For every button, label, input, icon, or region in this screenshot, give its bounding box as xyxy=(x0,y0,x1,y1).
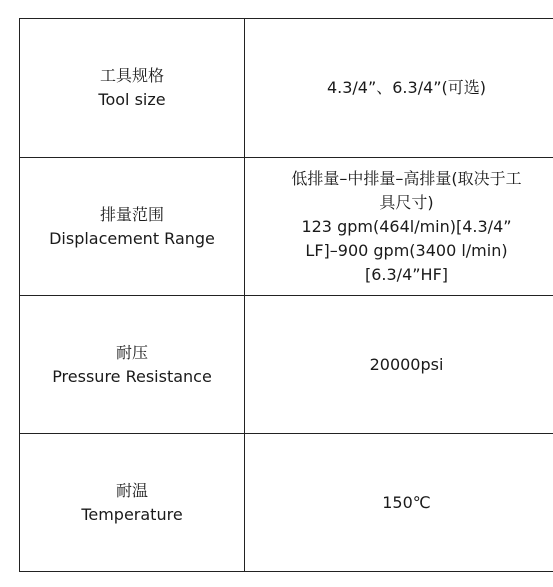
value-line: 4.3/4”、6.3/4”(可选) xyxy=(326,78,487,97)
table-row xyxy=(20,434,553,572)
label-cell-displacement-range xyxy=(20,158,245,296)
label-zh: 排量范围 xyxy=(99,204,164,224)
value-line: [6.3/4”HF] xyxy=(364,264,449,284)
label-zh: 工具规格 xyxy=(99,66,164,85)
value-line: 123 gpm(464l/min)[4.3/4” xyxy=(301,216,512,236)
table-row xyxy=(20,296,553,434)
label-zh: 耐温 xyxy=(115,480,148,500)
table-row xyxy=(20,19,553,158)
label-cell-temperature xyxy=(20,434,245,572)
value-cell-pressure-resistance xyxy=(245,296,553,434)
label-en: Displacement Range xyxy=(49,228,215,248)
label-cell-tool-size xyxy=(20,19,245,158)
label-en: Pressure Resistance xyxy=(52,366,212,386)
label-en: Tool size xyxy=(98,90,166,109)
value-line: LF]–900 gpm(3400 l/min) xyxy=(305,240,508,260)
label-en: Temperature xyxy=(81,504,183,524)
value-line: 低排量–中排量–高排量(取决于工 xyxy=(291,168,522,188)
label-zh: 耐压 xyxy=(115,342,148,362)
value-cell-temperature xyxy=(245,434,553,572)
label-cell-pressure-resistance xyxy=(20,296,245,434)
value-line: 具尺寸) xyxy=(379,192,434,212)
spec-table xyxy=(19,18,553,572)
value-line: 150℃ xyxy=(382,492,431,512)
value-line: 20000psi xyxy=(369,354,444,374)
table-row xyxy=(20,158,553,296)
value-cell-tool-size xyxy=(245,19,553,158)
value-cell-displacement-range xyxy=(245,158,553,296)
